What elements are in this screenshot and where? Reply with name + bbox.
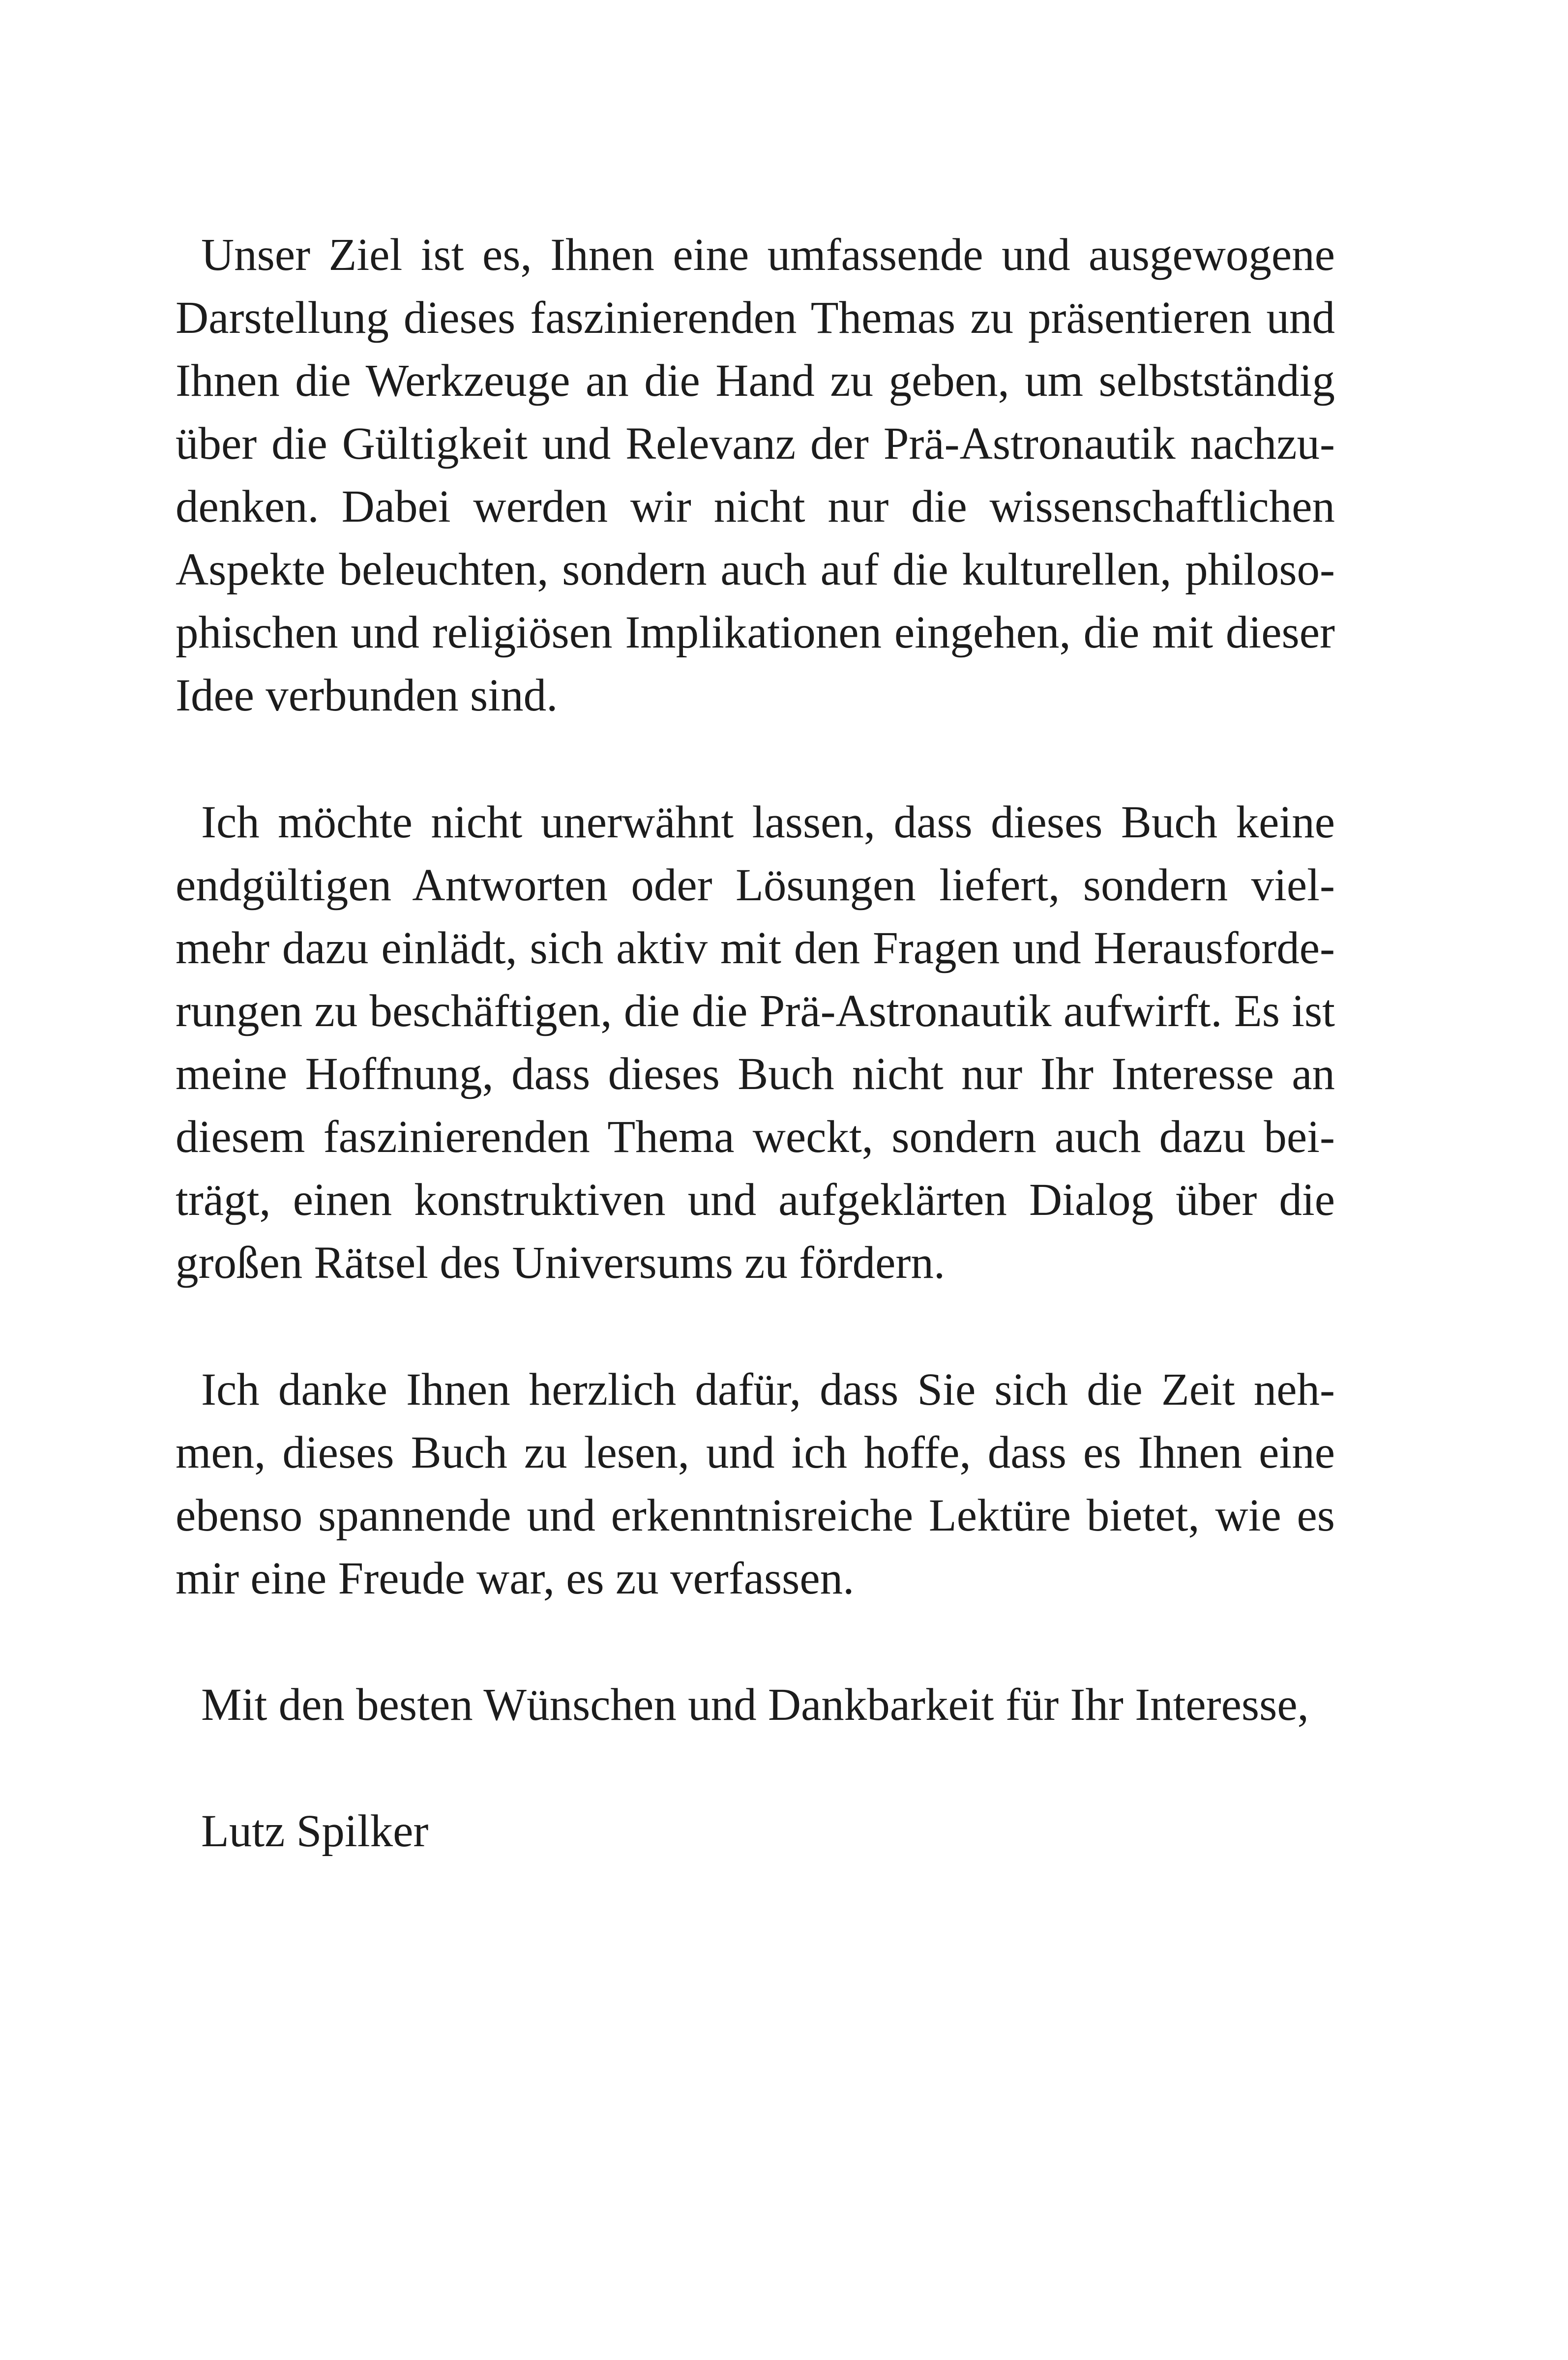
text-line: diesem faszinierenden Thema weckt, sondern auch dazu bei- bbox=[176, 1112, 1335, 1162]
text-line: meine Hoffnung, dass dieses Buch nicht nur Ihr Interesse an bbox=[176, 1049, 1335, 1099]
text-line: Ihnen die Werkzeuge an die Hand zu geben, um selbstständig bbox=[176, 355, 1335, 406]
text-line: Aspekte beleuchten, sondern auch auf die kulturellen, philoso- bbox=[176, 544, 1335, 595]
text-line: trägt, einen konstruktiven und aufgeklärten Dialog über die bbox=[176, 1175, 1335, 1225]
text-line: Ich möchte nicht unerwähnt lassen, dass dieses Buch keine bbox=[201, 797, 1335, 848]
text-line: ebenso spannende und erkenntnisreiche Lektüre bietet, wie es bbox=[176, 1490, 1335, 1541]
author-signature bbox=[176, 1800, 1335, 1863]
paragraph-thanks bbox=[176, 1358, 1335, 1610]
text-line: mehr dazu einlädt, sich aktiv mit den Fragen und Herausforde- bbox=[176, 923, 1335, 974]
text-line: men, dieses Buch zu lesen, und ich hoffe, dass es Ihnen eine bbox=[176, 1427, 1335, 1478]
text-line: denken. Dabei werden wir nicht nur die wissenschaftlichen bbox=[176, 481, 1335, 532]
text-line: Ich danke Ihnen herzlich dafür, dass Sie sich die Zeit neh- bbox=[201, 1364, 1335, 1415]
text-line: phischen und religiösen Implikationen eingehen, die mit dieser bbox=[176, 607, 1335, 658]
text-line: Unser Ziel ist es, Ihnen eine umfassende und ausgewogene bbox=[201, 230, 1335, 280]
text-line: Darstellung dieses faszinierenden Themas zu präsentieren und bbox=[176, 293, 1335, 343]
paragraph-goal bbox=[176, 224, 1335, 727]
closing-salutation bbox=[176, 1674, 1335, 1737]
signature-text: Lutz Spilker bbox=[201, 1806, 429, 1857]
text-line: über die Gültigkeit und Relevanz der Prä-Astronautik nachzu- bbox=[176, 418, 1335, 469]
text-line: Idee verbunden sind. bbox=[176, 670, 558, 721]
text-line: großen Rätsel des Universums zu fördern. bbox=[176, 1238, 946, 1288]
paragraph-no-final-answers bbox=[176, 791, 1335, 1295]
text-line: rungen zu beschäftigen, die die Prä-Astronautik aufwirft. Es ist bbox=[176, 986, 1335, 1036]
closing-text: Mit den besten Wünschen und Dankbarkeit für Ihr Interesse, bbox=[201, 1680, 1309, 1730]
text-line: endgültigen Antworten oder Lösungen liefert, sondern viel- bbox=[176, 860, 1335, 911]
text-line: mir eine Freude war, es zu verfassen. bbox=[176, 1553, 855, 1604]
